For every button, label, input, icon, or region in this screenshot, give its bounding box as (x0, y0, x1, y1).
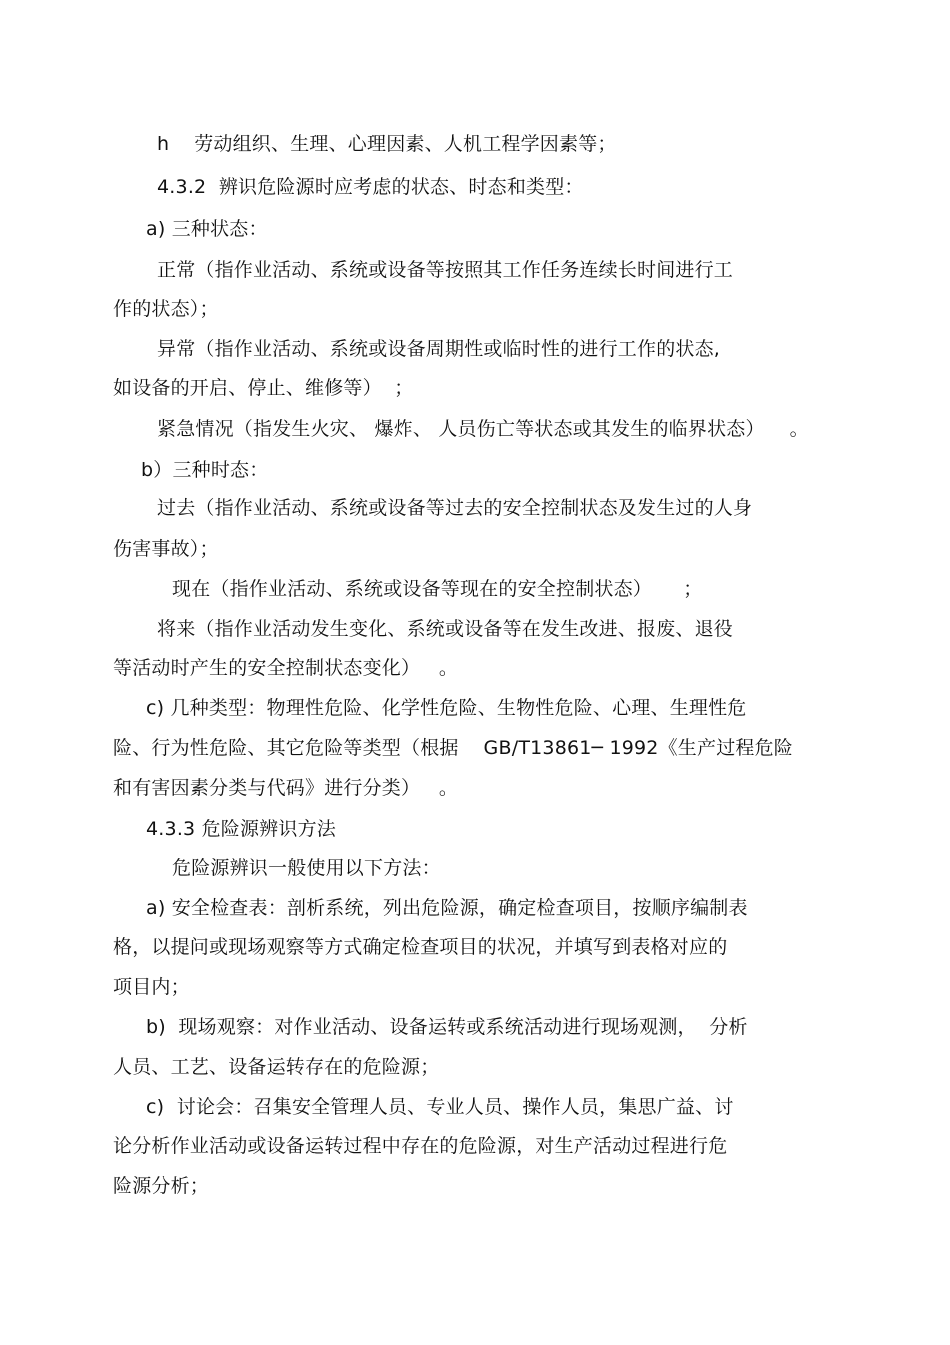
text-line: a) 安全检查表：剖析系统，列出危险源，确定检查项目，按顺序编制表 (146, 897, 748, 919)
text-line: 现在（指作业活动、系统或设备等现在的安全控制状态） ； (172, 578, 703, 600)
text-line: 紧急情况（指发生火灾、 爆炸、 人员伤亡等状态或其发生的临界状态） 。 (157, 418, 809, 440)
text-line: 格，以提问或现场观察等方式确定检查项目的状况，并填写到表格对应的 (113, 936, 728, 958)
text-line: 论分析作业活动或设备运转过程中存在的危险源，对生产活动过程进行危 (113, 1135, 728, 1157)
section-heading: 4.3.3 危险源辨识方法 (146, 818, 336, 840)
text-line: 险源分析； (113, 1175, 210, 1197)
text-line: 伤害事故）； (113, 538, 219, 560)
text-line: a) 三种状态： (146, 218, 268, 240)
section-heading: 4.3.2 辨识危险源时应考虑的状态、时态和类型： (157, 176, 584, 198)
text-line: h 劳动组织、生理、心理因素、人机工程学因素等； (157, 133, 617, 155)
text-line: 人员、工艺、设备运转存在的危险源； (113, 1056, 440, 1078)
text-line: 等活动时产生的安全控制状态变化） 。 (113, 657, 459, 679)
text-line: 项目内； (113, 976, 190, 998)
text-line: 将来（指作业活动发生变化、系统或设备等在发生改进、报废、退役 (157, 618, 734, 640)
text-line: 作的状态）； (113, 298, 219, 320)
text-line: 过去（指作业活动、系统或设备等过去的安全控制状态及发生过的人身 (157, 497, 753, 519)
text-line: 正常（指作业活动、系统或设备等按照其工作任务连续长时间进行工 (157, 259, 734, 281)
text-line: 险、行为性危险、其它危险等类型（根据 GB/T13861─ 1992《生产过程危险 (113, 737, 793, 759)
text-line: 危险源辨识一般使用以下方法： (172, 857, 441, 879)
text-line: c) 几种类型：物理性危险、化学性危险、生物性危险、心理、生理性危 (146, 697, 747, 719)
text-line: 和有害因素分类与代码》进行分类） 。 (113, 777, 459, 799)
text-line: c) 讨论会：召集安全管理人员、专业人员、操作人员，集思广益、讨 (146, 1096, 734, 1118)
text-line: 异常（指作业活动、系统或设备周期性或临时性的进行工作的状态, (157, 338, 721, 360)
text-line: 如设备的开启、停止、维修等） ； (113, 377, 414, 399)
text-line: b）三种时态： (141, 459, 269, 481)
text-line: b) 现场观察：对作业活动、设备运转或系统活动进行现场观测， 分析 (146, 1016, 748, 1038)
